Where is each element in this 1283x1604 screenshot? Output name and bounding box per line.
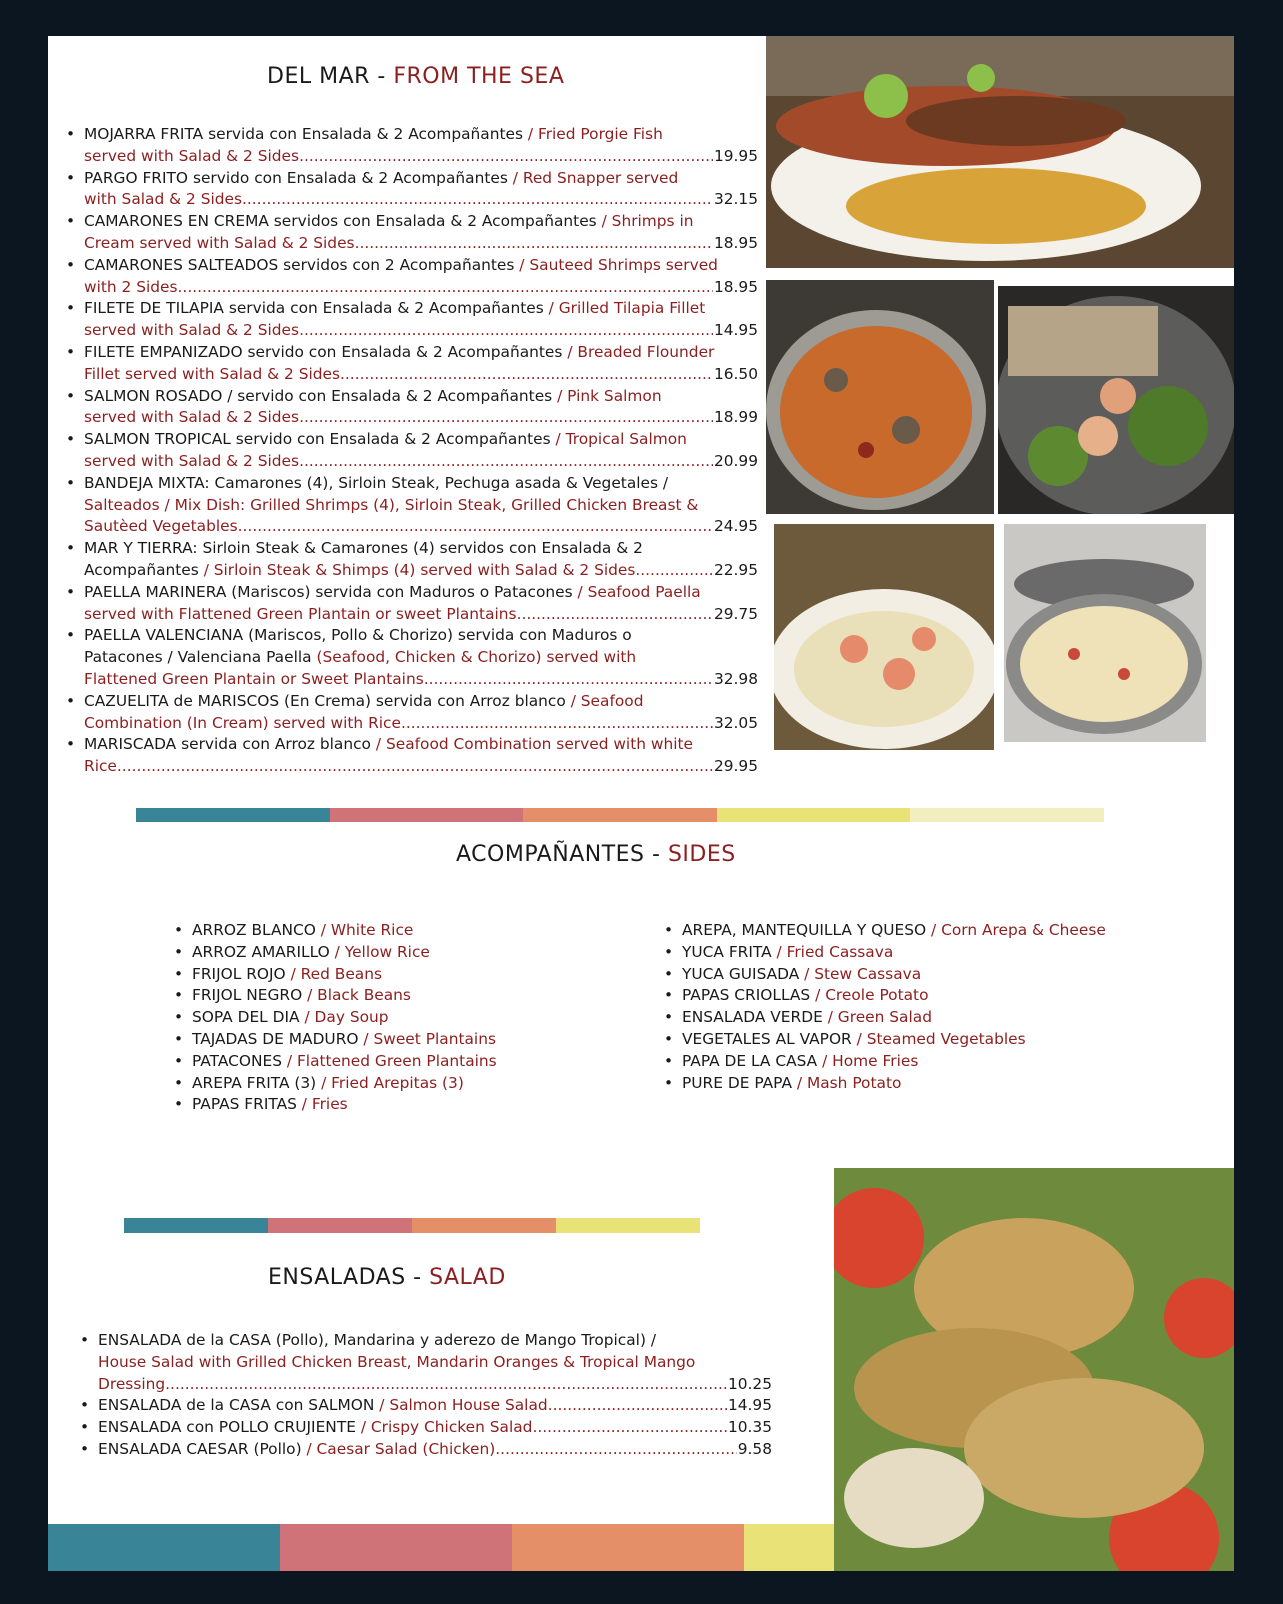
list-item: • ENSALADA CAESAR (Pollo) / Caesar Salad (Chicken) ..... 9.58 [78, 1439, 772, 1461]
list-item: • ENSALADA con POLLO CRUJIENTE / Crispy Chicken Salad ..... 10.35 [78, 1417, 772, 1439]
list-item: • MAR Y TIERRA: Sirloin Steak & Camarones (4) servidos con Ensalada & 2 Acompañantes / Sirloin Steak & Shimps (4) served with Salad & 2 Sides ..... 22.95 [64, 538, 758, 582]
list-item: • PAPAS CRIOLLAS / Creole Potato [662, 985, 1202, 1007]
list-item: • ARROZ AMARILLO / Yellow Rice [172, 942, 612, 964]
list-item: • SOPA DEL DIA / Day Soup [172, 1007, 612, 1029]
list-item: • PAELLA MARINERA (Mariscos) servida con Maduros o Patacones / Seafood Paella served with Flattened Green Plantain or sweet Plantains ..... 29.75 [64, 582, 758, 626]
list-item: • SALMON ROSADO / servido con Ensalada & 2 Acompañantes / Pink Salmon served with Salad & 2 Sides ..... 18.99 [64, 386, 758, 430]
color-stripe [124, 1218, 700, 1233]
list-item: • FRIJOL NEGRO / Black Beans [172, 985, 612, 1007]
list-item: • AREPA FRITA (3) / Fried Arepitas (3) [172, 1073, 612, 1095]
list-item: • FILETE DE TILAPIA servida con Ensalada & 2 Acompañantes / Grilled Tilapia Fillet served with Salad & 2 Sides ..... 14.95 [64, 298, 758, 342]
color-stripe [136, 808, 1104, 822]
list-item: • BANDEJA MIXTA: Camarones (4), Sirloin Steak, Pechuga asada & Vegetales / Salteados / Mix Dish: Grilled Shrimps (4), Sirloin Steak, Grilled Chicken Breast & Sautèed Vegetables ..... 24.95 [64, 473, 758, 538]
seafood-soup-photo [1004, 524, 1206, 742]
list-item: • SALMON TROPICAL servido con Ensalada & 2 Acompañantes / Tropical Salmon served with Salad & 2 Sides ..... 20.99 [64, 429, 758, 473]
sides-list-right [662, 920, 1202, 1094]
list-item: • PAPA DE LA CASA / Home Fries [662, 1051, 1202, 1073]
list-item: • VEGETALES AL VAPOR / Steamed Vegetables [662, 1029, 1202, 1051]
chicken-salad-photo [834, 1168, 1234, 1571]
fried-fish-photo [766, 36, 1234, 268]
list-item: • ENSALADA de la CASA con SALMON / Salmon House Salad ..... 14.95 [78, 1395, 772, 1417]
list-item: • CAZUELITA de MARISCOS (En Crema) servida con Arroz blanco / Seafood Combination (In Cream) served with Rice ..... 32.05 [64, 691, 758, 735]
sea-menu-list [64, 124, 758, 778]
list-item: • PAPAS FRITAS / Fries [172, 1094, 612, 1116]
section-title-salad: ENSALADAS - SALAD [268, 1265, 506, 1290]
list-item: • MARISCADA servida con Arroz blanco / Seafood Combination served with white Rice ..... 29.95 [64, 734, 758, 778]
list-item: • PARGO FRITO servido con Ensalada & 2 Acompañantes / Red Snapper served with Salad & 2 Sides ..... 32.15 [64, 168, 758, 212]
shrimp-broccoli-photo [998, 286, 1234, 514]
sides-list-left [172, 920, 612, 1116]
list-item: • MOJARRA FRITA servida con Ensalada & 2 Acompañantes / Fried Porgie Fish served with Salad & 2 Sides ..... 19.95 [64, 124, 758, 168]
list-item: • CAMARONES EN CREMA servidos con Ensalada & 2 Acompañantes / Shrimps in Cream served with Salad & 2 Sides ..... 18.95 [64, 211, 758, 255]
list-item: • YUCA GUISADA / Stew Cassava [662, 964, 1202, 986]
list-item: • FILETE EMPANIZADO servido con Ensalada & 2 Acompañantes / Breaded Flounder Fillet served with Salad & 2 Sides. ..... 16.50 [64, 342, 758, 386]
list-item: • AREPA, MANTEQUILLA Y QUESO / Corn Arepa & Cheese [662, 920, 1202, 942]
shrimp-cream-photo [774, 524, 994, 750]
list-item: • ARROZ BLANCO / White Rice [172, 920, 612, 942]
section-title-sea: DEL MAR - FROM THE SEA [267, 64, 565, 89]
paella-photo [766, 280, 994, 514]
list-item: • ENSALADA de la CASA (Pollo), Mandarina y aderezo de Mango Tropical) / House Salad with Grilled Chicken Breast, Mandarin Oranges & Tropical Mango Dressing ..... 10.25 [78, 1330, 772, 1395]
menu-page [48, 36, 1234, 1571]
list-item: • TAJADAS DE MADURO / Sweet Plantains [172, 1029, 612, 1051]
list-item: • CAMARONES SALTEADOS servidos con 2 Acompañantes / Sauteed Shrimps served with 2 Sides ..... 18.95 [64, 255, 758, 299]
list-item: • PAELLA VALENCIANA (Mariscos, Pollo & Chorizo) servida con Maduros o Patacones / Valenciana Paella (Seafood, Chicken & Chorizo) served with Flattened Green Plantain or Sweet Plantains ..... 32.98 [64, 625, 758, 690]
list-item: • PURE DE PAPA / Mash Potato [662, 1073, 1202, 1095]
list-item: • ENSALADA VERDE / Green Salad [662, 1007, 1202, 1029]
list-item: • PATACONES / Flattened Green Plantains [172, 1051, 612, 1073]
section-title-sides: ACOMPAÑANTES - SIDES [456, 842, 736, 867]
salad-menu-list [78, 1330, 772, 1461]
list-item: • FRIJOL ROJO / Red Beans [172, 964, 612, 986]
list-item: • YUCA FRITA / Fried Cassava [662, 942, 1202, 964]
bottom-color-stripe [48, 1524, 834, 1571]
